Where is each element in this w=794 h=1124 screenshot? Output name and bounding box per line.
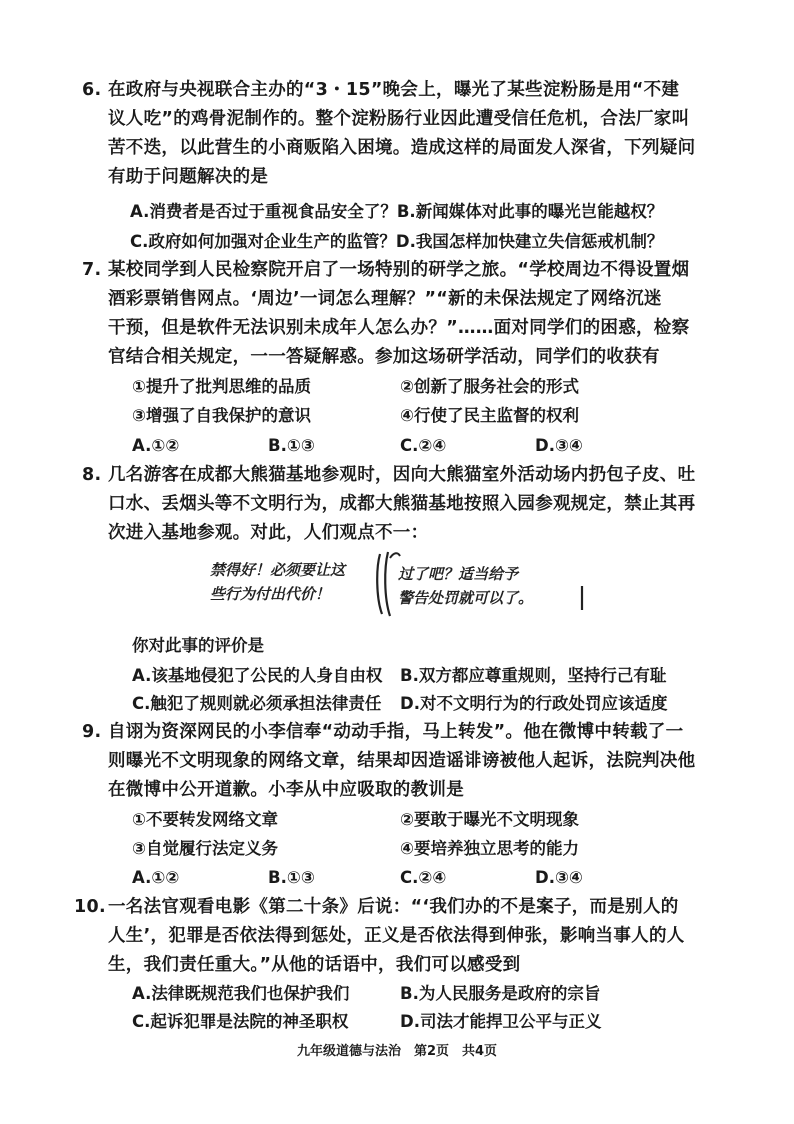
question-number: 6.: [82, 80, 102, 100]
option-line: D.对不文明行为的行政处罚应该适度: [400, 694, 668, 713]
opinion-line: 警告处罚就可以了。: [398, 589, 534, 607]
question-text-line: 酒彩票销售网点。‘周边’一词怎么理解？”“新的未保法规定了网络沉迷: [108, 289, 662, 309]
speech-tick-mark: [578, 584, 586, 612]
statement-item: ③自觉履行法定义务: [132, 839, 278, 858]
question-text-line: 某校同学到人民检察院开启了一场特别的研学之旅。“学校周边不得设置烟: [108, 260, 690, 280]
option-line: D.司法才能捍卫公平与正义: [400, 1012, 602, 1031]
question-text-line: 自诩为资深网民的小李信奉“动动手指，马上转发”。他在微博中转载了一: [108, 722, 684, 742]
question-7: [82, 256, 690, 372]
option-line: C.触犯了规则就必须承担法律责任: [132, 694, 382, 713]
question-text-line: 干预，但是软件无法识别未成年人怎么办？”……面对同学们的困惑，检察: [108, 318, 690, 338]
question-text-line: 有助于问题解决的是: [108, 167, 269, 187]
question-text-line: 人生’，犯罪是否依法得到惩处，正义是否依法得到伸张，影响当事人的人: [108, 926, 685, 946]
question-text-line: 议人吃”的鸡骨泥制作的。整个淀粉肠行业因此遭受信任危机，合法厂家叫: [108, 109, 690, 129]
statement-item: ①不要转发网络文章: [132, 810, 278, 829]
question-8: [82, 461, 696, 548]
answer-choice: C.②④: [400, 436, 447, 455]
question-text-line: 则曝光不文明现象的网络文章，结果却因造谣诽谤被他人起诉，法院判决他: [108, 751, 696, 771]
question-text-line: 在微博中公开道歉。小李从中应吸取的教训是: [108, 780, 464, 800]
option-line: A.该基地侵犯了公民的人身自由权: [132, 666, 383, 685]
question-10: [74, 893, 688, 980]
option-line: C.政府如何加强对企业生产的监管？D.我国怎样加快建立失信惩戒机制？: [130, 232, 664, 251]
opinion-line: 过了吧？适当给予: [398, 565, 519, 583]
opinion-right: [398, 562, 588, 610]
question-number: 9.: [82, 722, 102, 742]
question-text-line: 官结合相关规定，一一答疑解惑。参加这场研学活动，同学们的收获有: [108, 347, 660, 367]
question-number: 7.: [82, 260, 102, 280]
option-line: A.法律既规范我们也保护我们: [132, 984, 350, 1003]
answer-choice: B.①③: [268, 436, 315, 455]
answer-choice: D.③④: [535, 868, 583, 887]
question-number: 8.: [82, 465, 102, 485]
question-text-line: 苦不迭，以此营生的小商贩陷入困境。造成这样的局面发人深省，下列疑问: [108, 138, 696, 158]
question-text-line: 生，我们责任重大。”从他的话语中，我们可以感受到: [108, 955, 521, 975]
answer-choice: A.①②: [132, 868, 180, 887]
option-line: A.消费者是否过于重视食品安全了？B.新闻媒体对此事的曝光岂能越权？: [130, 202, 664, 221]
question-text-line: 几名游客在成都大熊猫基地参观时，因向大熊猫室外活动场内扔包子皮、吐: [108, 465, 696, 485]
opinion-line: 禁得好！必须要让这: [210, 561, 346, 579]
question-6: [82, 76, 696, 192]
opinion-line: 些行为付出代价！: [210, 585, 331, 603]
statement-item: ④要培养独立思考的能力: [400, 839, 579, 858]
page-footer: 九年级道德与法治 第2页 共4页: [296, 1044, 498, 1059]
statement-item: ③增强了自我保护的意识: [132, 406, 311, 425]
question-text-line: 一名法官观看电影《第二十条》后说：“‘我们办的不是案子，而是别人的: [108, 897, 679, 917]
question-text-line: 口水、丢烟头等不文明行为，成都大熊猫基地按照入园参观规定，禁止其再: [108, 494, 696, 514]
question-text-line: 次进入基地参观。对此，人们观点不一：: [108, 523, 429, 543]
opinion-left: [210, 558, 375, 606]
statement-item: ②要敢于曝光不文明现象: [400, 810, 579, 829]
option-line: C.起诉犯罪是法院的神圣职权: [132, 1012, 349, 1031]
statement-item: ②创新了服务社会的形式: [400, 377, 579, 396]
question-prompt: 你对此事的评价是: [132, 636, 264, 655]
question-text-line: 在政府与央视联合主办的“3・15”晚会上，曝光了某些淀粉肠是用“不建: [108, 80, 680, 100]
statement-item: ①提升了批判思维的品质: [132, 377, 311, 396]
option-line: B.为人民服务是政府的宗旨: [400, 984, 601, 1003]
answer-choice: D.③④: [535, 436, 583, 455]
answer-choice: A.①②: [132, 436, 180, 455]
answer-choice: B.①③: [268, 868, 315, 887]
question-number: 10.: [74, 897, 106, 917]
question-9: [82, 718, 696, 805]
answer-choice: C.②④: [400, 868, 447, 887]
option-line: B.双方都应尊重规则，坚持行己有耻: [400, 666, 667, 685]
statement-item: ④行使了民主监督的权利: [400, 406, 579, 425]
